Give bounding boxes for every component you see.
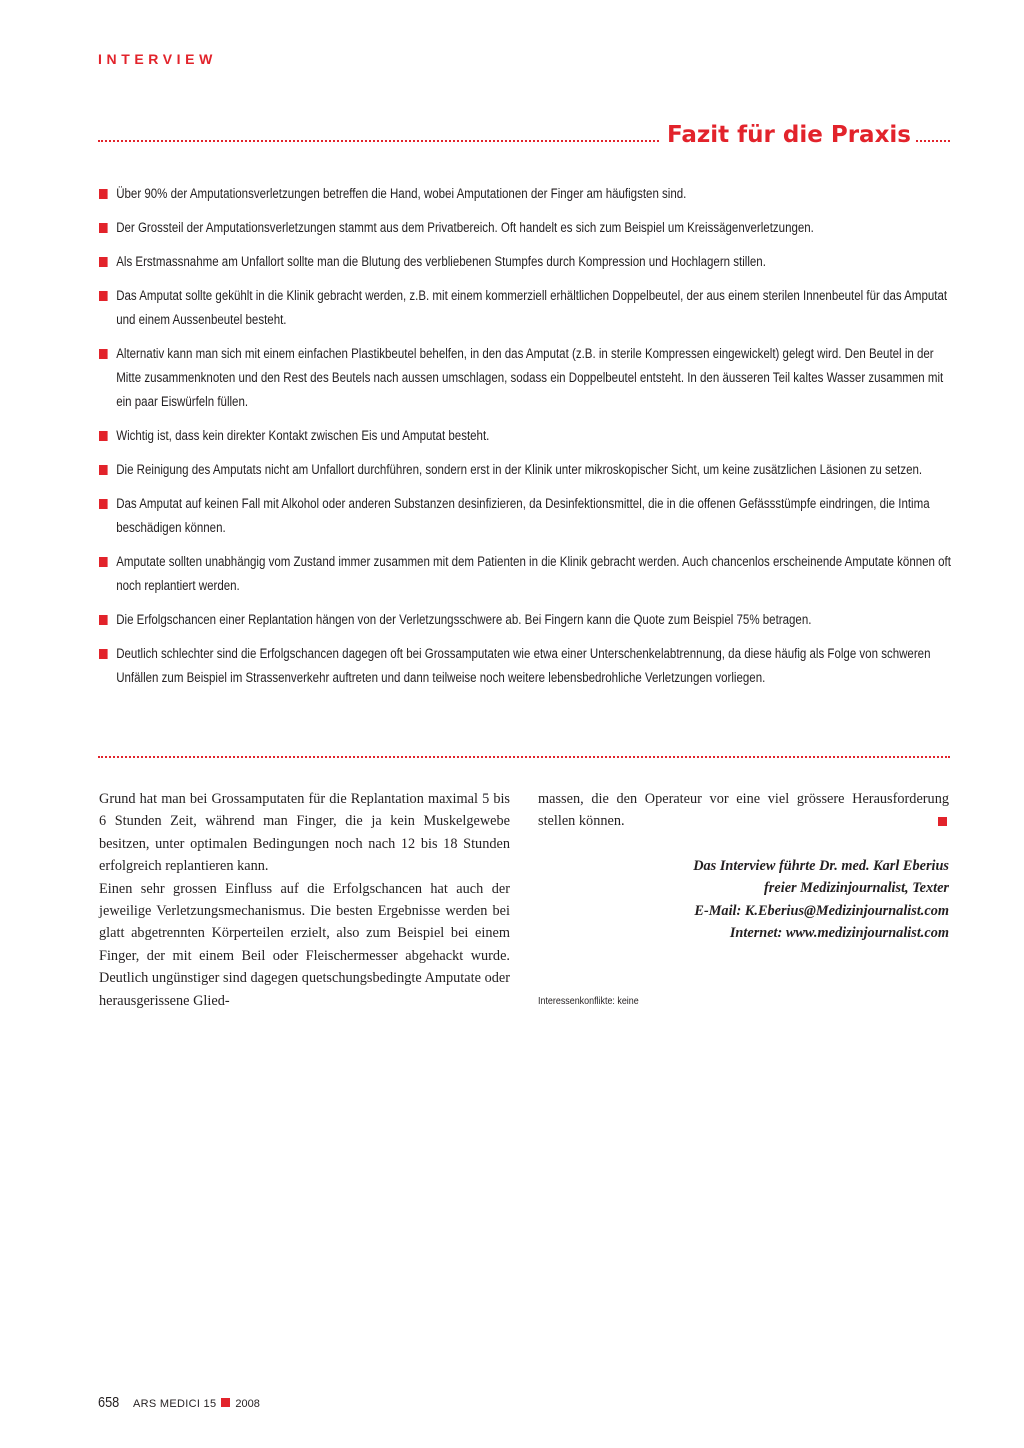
bullet-square-icon xyxy=(99,557,108,567)
bullet-text: Die Reinigung des Amputats nicht am Unfallort durchführen, sondern erst in der Klinik unter mikroskopischer Sicht, um keine zusätzlichen Läsionen zu setzen. xyxy=(116,462,923,477)
bullet-text: Das Amputat auf keinen Fall mit Alkohol oder anderen Substanzen desinfizieren, da Desinfektionsmittel, die in die offenen Gefässstümpfe eindringen, die Intima beschädigen können. xyxy=(116,496,930,535)
bullet-text: Amputate sollten unabhängig vom Zustand immer zusammen mit dem Patienten in die Klinik gebracht werden. Auch chancenlos erscheinende Amputate können oft noch replantiert werden. xyxy=(116,554,951,593)
bullet-text: Alternativ kann man sich mit einem einfachen Plastikbeutel behelfen, in den das Amputat (z.B. in sterile Kompressen eingewickelt) gelegt wird. Den Beutel in der Mitte zusammenknoten und den Rest des Beutels nach aussen umschlagen, sodass ein Doppelbeutel entsteht. In den äusseren Teil kaltes Wasser zusammen mit ein paar Eiswürfeln füllen. xyxy=(116,346,944,409)
page-footer xyxy=(98,1394,260,1414)
body-paragraph xyxy=(538,788,949,833)
conflicts-of-interest: Interessenkonflikte: keine xyxy=(538,995,639,1007)
journal-name: ARS MEDICI 15 xyxy=(133,1398,217,1410)
signature-line: freier Medizinjournalist, Texter xyxy=(764,880,949,897)
list-item xyxy=(99,342,952,414)
separator-square-icon xyxy=(221,1398,230,1407)
bullet-text: Das Amputat sollte gekühlt in die Klinik gebracht werden, z.B. mit einem kommerziell erhältlichen Doppelbeutel, der aus einem sterilen Innenbeutel für das Amputat und einem Aussenbeutel besteht. xyxy=(116,288,948,327)
bullet-square-icon xyxy=(99,499,108,509)
bullet-square-icon xyxy=(99,649,108,659)
dotted-leader-left xyxy=(98,140,659,142)
section-label: INTERVIEW xyxy=(98,51,217,67)
end-of-article-square-icon xyxy=(938,817,947,826)
page-number: 658 xyxy=(98,1394,120,1411)
list-item xyxy=(99,424,952,448)
bullet-square-icon xyxy=(99,223,108,233)
list-item xyxy=(99,250,952,274)
signature-line: Das Interview führte Dr. med. Karl Eberius xyxy=(693,857,949,874)
bullet-square-icon xyxy=(99,349,108,359)
list-item xyxy=(99,458,952,482)
list-item xyxy=(99,492,952,540)
bullet-text: Als Erstmassnahme am Unfallort sollte man die Blutung des verbliebenen Stumpfes durch Kompression und Hochlagern stillen. xyxy=(116,254,766,269)
bullet-text: Wichtig ist, dass kein direkter Kontakt zwischen Eis und Amputat besteht. xyxy=(116,428,490,443)
bullet-square-icon xyxy=(99,615,108,625)
list-item xyxy=(99,642,952,690)
body-paragraph: Einen sehr grossen Einfluss auf die Erfolgschancen hat auch der jeweilige Verletzungsmechanismus. Die besten Ergebnisse werden bei glatt abgetrennten Körperteilen erzielt, also zum Beispiel bei einem Finger, der mit einem Beil oder Fleischermesser abgehackt wurde. Deutlich ungünstiger sind dagegen quetschungsbedingte Amputate oder herausgerissene Glied- xyxy=(99,880,510,1009)
fazit-title: Fazit für die Praxis xyxy=(667,122,911,148)
body-paragraph-text: massen, die den Operateur vor eine viel grössere Herausforderung stellen können. xyxy=(538,791,949,830)
list-item xyxy=(99,550,952,598)
list-item xyxy=(99,216,952,240)
bullet-text: Die Erfolgschancen einer Replantation hängen von der Verletzungsschwere ab. Bei Fingern kann die Quote zum Beispiel 75% betragen. xyxy=(116,612,812,627)
body-paragraph: Grund hat man bei Grossamputaten für die Replantation maximal 5 bis 6 Stunden Zeit, während man Finger, die ja kein Muskelgewebe besitzen, unter optimalen Bedingungen noch nach 12 bis 18 Stunden erfolgreich replantieren kann. xyxy=(99,791,510,875)
list-item xyxy=(99,182,952,206)
bullet-square-icon xyxy=(99,257,108,267)
body-column-left xyxy=(99,788,510,1012)
bullet-square-icon xyxy=(99,431,108,441)
bullet-square-icon xyxy=(99,189,108,199)
list-item xyxy=(99,284,952,332)
dotted-divider xyxy=(98,756,950,758)
author-signature xyxy=(538,855,949,945)
bullet-square-icon xyxy=(99,291,108,301)
bullet-square-icon xyxy=(99,465,108,475)
issue-year: 2008 xyxy=(235,1398,260,1410)
fazit-bullet-list xyxy=(99,182,952,700)
dotted-leader-right xyxy=(916,140,950,142)
body-column-right xyxy=(538,788,949,944)
bullet-text: Deutlich schlechter sind die Erfolgschancen dagegen oft bei Grossamputaten wie etwa einer Unterschenkelabtrennung, da diese häufig als Folge von schweren Unfällen zum Beispiel im Strassenverkehr auftreten und dann teilweise noch weitere lebensbedrohliche Verletzungen vorliegen. xyxy=(116,646,931,685)
signature-email: E-Mail: K.Eberius@Medizinjournalist.com xyxy=(694,902,949,919)
fazit-header xyxy=(98,116,950,150)
list-item xyxy=(99,608,952,632)
signature-website: Internet: www.medizinjournalist.com xyxy=(729,925,949,942)
bullet-text: Über 90% der Amputationsverletzungen betreffen die Hand, wobei Amputationen der Finger am häufigsten sind. xyxy=(116,186,687,201)
bullet-text: Der Grossteil der Amputationsverletzungen stammt aus dem Privatbereich. Oft handelt es sich zum Beispiel um Kreissägenverletzungen. xyxy=(116,220,814,235)
